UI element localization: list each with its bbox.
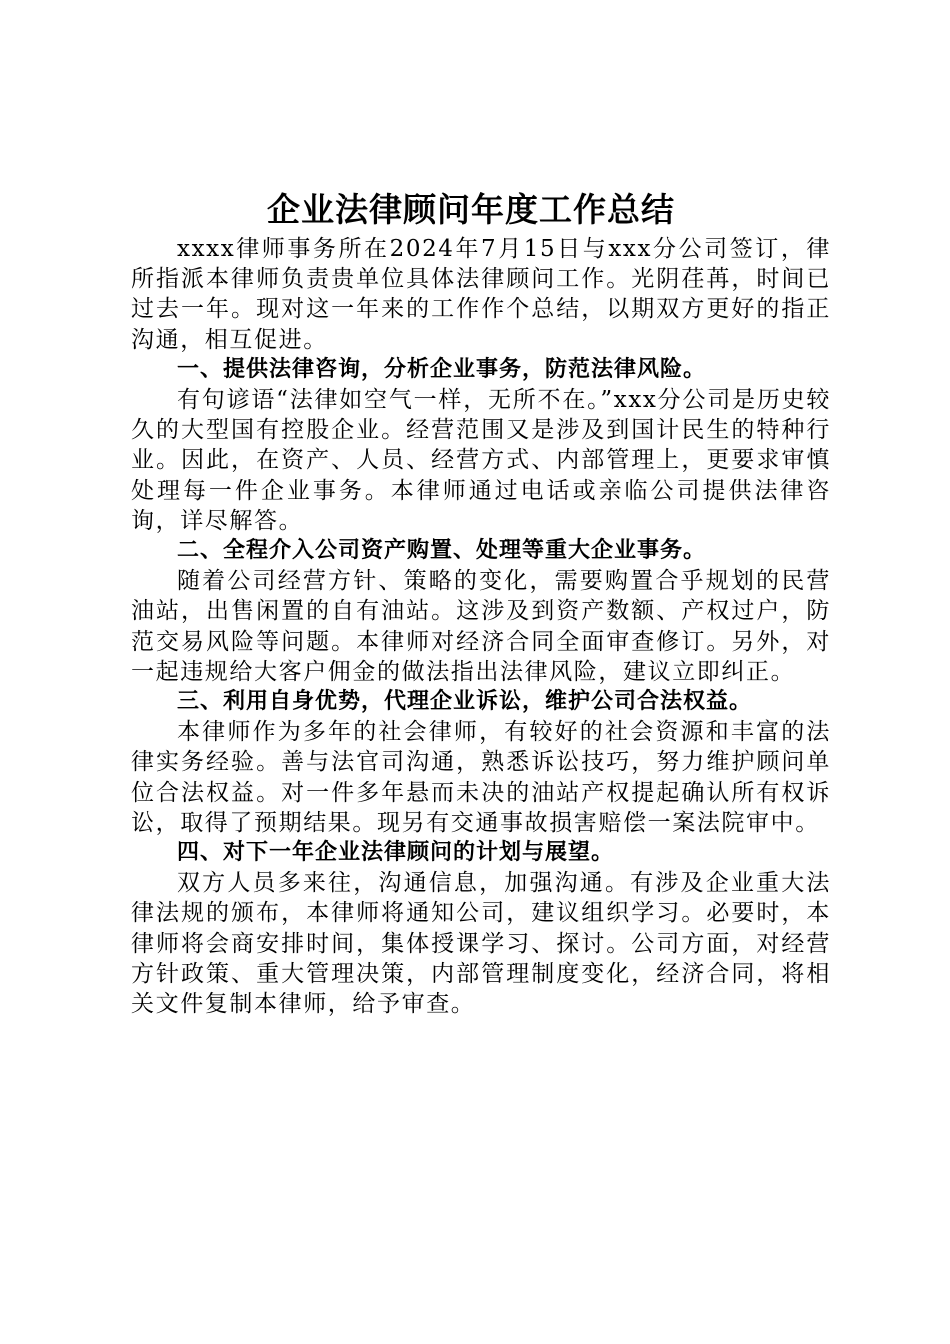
section-1-heading: 一、提供法律咨询，分析企业事务，防范法律风险。 xyxy=(177,356,707,382)
section-4-body: 双方人员多来往，沟通信息，加强沟通。有涉及企业重大法律法规的颁布，本律师将通知公司，建议组织学习。必要时，本律师将会商安排时间，集体授课学习、探讨。公司方面，对经营方针政策、重大管理决策，内部管理制度变化，经济合同，将相关文件复制本律师，给予审查。 xyxy=(131,870,831,1018)
section-4-heading: 四、对下一年企业法律顾问的计划与展望。 xyxy=(177,840,615,866)
section-2-heading: 二、全程介入公司资产购置、处理等重大企业事务。 xyxy=(177,538,707,564)
section-3-heading: 三、利用自身优势，代理企业诉讼，维护公司合法权益。 xyxy=(177,689,753,715)
section-3-body: 本律师作为多年的社会律师，有较好的社会资源和丰富的法律实务经验。善与法官司沟通，熟悉诉讼技巧，努力维护顾问单位合法权益。对一件多年悬而未决的油站产权提起确认所有权诉讼，取得了预期结果。现另有交通事故损害赔偿一案法院审中。 xyxy=(131,719,831,836)
document-title: 企业法律顾问年度工作总结 xyxy=(267,190,675,229)
section-1-body: 有句谚语“法律如空气一样，无所不在。”xxx分公司是历史较久的大型国有控股企业。经营范围又是涉及到国计民生的特种行业。因此，在资产、人员、经营方式、内部管理上，更要求审慎处理每一件企业事务。本律师通过电话或亲临公司提供法律咨询，详尽解答。 xyxy=(131,387,831,534)
intro-paragraph: xxxx律师事务所在2024年7月15日与xxx分公司签订，律所指派本律师负责贵单位具体法律顾问工作。光阴荏苒，时间已过去一年。现对这一年来的工作作个总结，以期双方更好的指正沟通，相互促进。 xyxy=(131,236,831,353)
document-page xyxy=(131,186,831,1019)
section-2-body: 随着公司经营方针、策略的变化，需要购置合乎规划的民营油站，出售闲置的自有油站。这涉及到资产数额、产权过户，防范交易风险等问题。本律师对经济合同全面审查修订。另外，对一起违规给大客户佣金的做法指出法律风险，建议立即纠正。 xyxy=(131,568,831,685)
